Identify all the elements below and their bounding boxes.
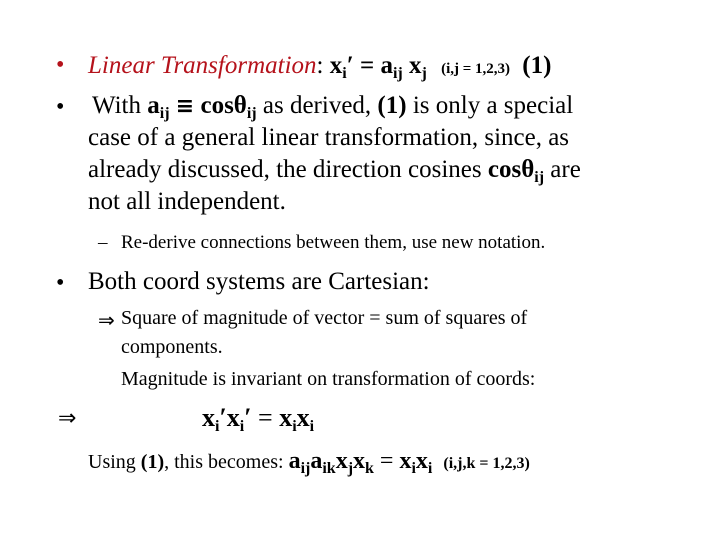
invariance-equation bbox=[202, 403, 314, 436]
equiv-symbol: ≡ bbox=[175, 94, 195, 119]
text: , this becomes: bbox=[164, 451, 289, 473]
cos-theta: cosθ bbox=[487, 156, 535, 183]
implies-line-1: Square of magnitude of vector = sum of squares of bbox=[121, 307, 528, 329]
prime: ′ bbox=[244, 403, 252, 432]
var-x: x bbox=[415, 448, 428, 474]
bullet-marker: • bbox=[56, 52, 65, 78]
equals: = bbox=[373, 448, 400, 474]
equals: = bbox=[353, 52, 381, 79]
var-a: a bbox=[380, 52, 393, 79]
sub-ij: ij bbox=[534, 169, 545, 186]
sub-i: i bbox=[342, 65, 347, 82]
var-x: x bbox=[329, 52, 343, 79]
bullet-marker: • bbox=[56, 270, 65, 296]
var-x: x bbox=[279, 403, 293, 432]
sub-ij: ij bbox=[392, 65, 403, 82]
var-x: x bbox=[335, 448, 348, 474]
sub-bullet-text: Re-derive connections between them, use new notation. bbox=[121, 232, 546, 253]
sub-j: j bbox=[347, 460, 354, 477]
sub-ik: ik bbox=[322, 460, 336, 477]
implies-line-2: components. bbox=[121, 336, 223, 358]
var-x: x bbox=[202, 403, 215, 432]
bullet-marker: • bbox=[56, 94, 65, 120]
linear-transformation-line bbox=[88, 50, 551, 89]
using-line bbox=[88, 448, 530, 478]
var-a: a bbox=[288, 448, 301, 474]
index-range: (i,j = 1,2,3) bbox=[441, 61, 511, 77]
sub-i: i bbox=[427, 460, 433, 477]
prime: ′ bbox=[346, 52, 354, 79]
sub-i: i bbox=[411, 460, 416, 477]
sub-i: i bbox=[215, 418, 220, 435]
text: are bbox=[544, 156, 581, 183]
var-x: x bbox=[399, 448, 412, 474]
with-line-2: case of a general linear transformation, since, as bbox=[88, 124, 570, 151]
sub-ij: ij bbox=[300, 460, 311, 477]
sub-i: i bbox=[239, 418, 245, 435]
var-x: x bbox=[226, 403, 240, 432]
sub-i: i bbox=[292, 418, 297, 435]
implies-arrow-icon: ⇒ bbox=[98, 308, 115, 332]
index-range: (i,j,k = 1,2,3) bbox=[443, 455, 530, 472]
implies-line-3: Magnitude is invariant on transformation of coords: bbox=[121, 368, 536, 390]
with-line-4: not all independent. bbox=[88, 188, 286, 215]
sub-k: k bbox=[365, 460, 374, 477]
prime: ′ bbox=[219, 403, 227, 432]
sub-j: j bbox=[421, 65, 427, 82]
cos-theta: cosθ bbox=[200, 92, 247, 119]
var-a: a bbox=[147, 92, 160, 119]
equals: = bbox=[251, 403, 280, 432]
text: as derived, bbox=[256, 92, 378, 119]
equation-ref: (1) bbox=[140, 451, 165, 473]
var-xj: x bbox=[409, 52, 422, 79]
var-x: x bbox=[353, 448, 366, 474]
var-a: a bbox=[310, 448, 323, 474]
text: already discussed, the direction cosines bbox=[88, 156, 488, 183]
equation-number: (1) bbox=[522, 52, 552, 79]
equation-ref: (1) bbox=[377, 92, 407, 119]
sub-bullet-marker: – bbox=[98, 232, 108, 253]
colon: : bbox=[316, 52, 324, 79]
implies-arrow-icon: ⇒ bbox=[58, 406, 77, 431]
cartesian-line: Both coord systems are Cartesian: bbox=[88, 268, 430, 295]
text: Using bbox=[88, 451, 141, 473]
var-x: x bbox=[296, 403, 310, 432]
term-linear-transformation: Linear Transformation bbox=[88, 52, 317, 79]
text: is only a special bbox=[406, 92, 574, 119]
sub-i: i bbox=[309, 418, 315, 435]
text: With bbox=[92, 92, 148, 119]
sub-ij: ij bbox=[246, 105, 257, 122]
sub-ij: ij bbox=[159, 105, 170, 122]
